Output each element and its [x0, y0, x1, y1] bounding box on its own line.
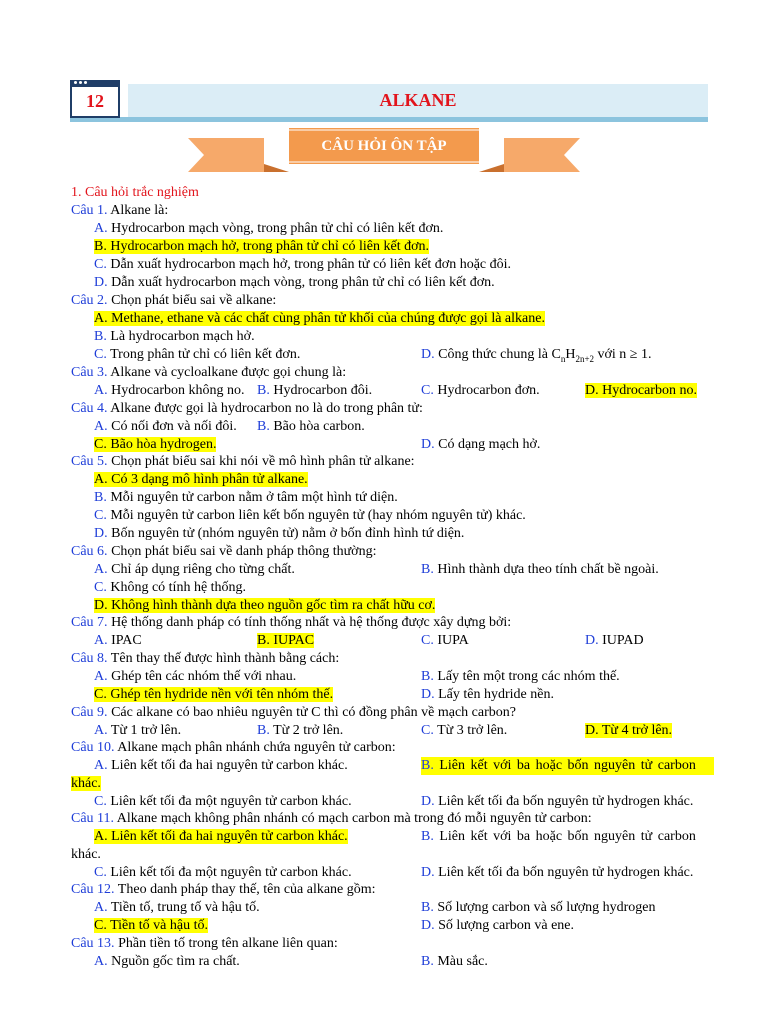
option-label: D. [421, 347, 435, 362]
question-number: Câu 10. [71, 740, 115, 755]
option-c [94, 579, 246, 597]
option-a [94, 722, 181, 740]
option-text-correct: D. Hydrocarbon no. [585, 383, 697, 398]
option-a [94, 828, 348, 846]
option-b [257, 382, 372, 400]
question-stem: Alkane là: [107, 203, 169, 218]
option-d [421, 864, 693, 882]
option-text-correct: D. Không hình thành dựa theo nguồn gốc tìm ra chất hữu cơ. [94, 598, 436, 613]
option-a [94, 310, 545, 328]
option-label: A. [94, 758, 108, 773]
option-d [421, 346, 652, 364]
option-label: B. [421, 562, 434, 577]
grade-box [70, 80, 120, 118]
option-a [94, 953, 240, 971]
option-c [421, 632, 469, 650]
option-b [94, 489, 398, 507]
question-5 [71, 453, 415, 471]
option-a [94, 632, 142, 650]
option-label: B. [257, 383, 270, 398]
question-number: Câu 13. [71, 936, 115, 951]
option-c [94, 346, 300, 364]
question-stem: Alkane mạch phân nhánh chứa nguyên tử carbon: [114, 740, 396, 755]
option-text-correct: C. Bão hòa hydrogen. [94, 437, 217, 452]
option-text: Hình thành dựa theo tính chất bề ngoài. [433, 562, 659, 577]
option-d [585, 382, 697, 400]
option-text-correct: C. Ghép tên hydride nền với tên nhóm thế. [94, 687, 334, 702]
option-label: D. [421, 437, 435, 452]
question-number: Câu 12. [71, 882, 115, 897]
option-label: A. [94, 954, 108, 969]
option-text: Mỗi nguyên tử carbon liên kết bốn nguyên tử (hay nhóm nguyên tử) khác. [106, 508, 526, 523]
option-d [585, 722, 672, 740]
option-text: Liên kết với ba hoặc bốn nguyên tử carbon [433, 829, 696, 844]
option-c [94, 864, 352, 882]
question-stem: Phần tiền tố trong tên alkane liên quan: [114, 936, 338, 951]
option-text-correct: A. Liên kết tối đa hai nguyên tử carbon khác. [94, 829, 348, 844]
option-text: khác. [71, 847, 101, 862]
question-6 [71, 543, 376, 561]
option-text: Không có tính hệ thống. [106, 580, 247, 595]
option-text: Hydrocarbon đơn. [433, 383, 540, 398]
option-c [94, 686, 333, 704]
question-12 [71, 881, 376, 899]
option-label: D. [94, 275, 108, 290]
option-d [421, 793, 693, 811]
question-number: Câu 9. [71, 705, 108, 720]
option-label: B. [421, 900, 434, 915]
option-text: Hydrocarbon mạch vòng, trong phân tử chỉ có liên kết đơn. [107, 221, 444, 236]
option-b [421, 828, 714, 846]
question-1 [71, 202, 168, 220]
option-a [94, 757, 348, 775]
option-text: Lấy tên một trong các nhóm thế. [433, 669, 620, 684]
option-label: B. [257, 723, 270, 738]
option-text-correct: C. Tiền tố và hậu tố. [94, 918, 208, 933]
grade-number: 12 [86, 91, 104, 111]
question-number: Câu 8. [71, 651, 108, 666]
option-text: Công thức chung là $C_nH_{2n+2}$ với n ≥ 1. [434, 347, 652, 364]
option-text: Ghép tên các nhóm thế với nhau. [107, 669, 297, 684]
option-b-continued [71, 775, 101, 793]
question-number: Câu 6. [71, 544, 108, 559]
option-a [94, 382, 245, 400]
question-number: Câu 7. [71, 615, 108, 630]
option-text: Hydrocarbon đôi. [269, 383, 373, 398]
option-text: IPAC [107, 633, 142, 648]
option-label: C. [94, 580, 107, 595]
option-b [94, 238, 429, 256]
question-stem: Tên thay thế được hình thành bằng cách: [107, 651, 340, 666]
option-c [94, 256, 511, 274]
option-text: Tiền tố, trung tố và hậu tố. [107, 900, 260, 915]
page-title: ALKANE [379, 90, 457, 110]
window-dot-icon [84, 81, 87, 84]
option-text: Màu sắc. [433, 954, 488, 969]
option-label: B. [257, 419, 270, 434]
option-text: Có nối đơn và nối đôi. [107, 419, 237, 434]
option-a [94, 561, 295, 579]
option-label: C. [421, 633, 434, 648]
option-label: B. [94, 329, 107, 344]
option-b [257, 418, 365, 436]
option-label: C. [421, 723, 434, 738]
question-11 [71, 810, 592, 828]
option-label: A. [94, 900, 108, 915]
option-text-correct: B. Hydrocarbon mạch hở, trong phân tử chỉ có liên kết đơn. [94, 239, 429, 254]
question-13 [71, 935, 338, 953]
question-stem: Hệ thống danh pháp có tính thống nhất và hệ thống được xây dựng bởi: [107, 615, 512, 630]
option-a [94, 471, 308, 489]
option-b-continued [71, 846, 101, 864]
option-text: Trong phân tử chỉ có liên kết đơn. [106, 347, 301, 362]
option-b [257, 722, 343, 740]
option-text: Dẫn xuất hydrocarbon mạch vòng, trong phân tử chỉ có liên kết đơn. [107, 275, 495, 290]
option-c [94, 917, 208, 935]
option-text: Mỗi nguyên tử carbon nằm ở tâm một hình tứ diện. [106, 490, 398, 505]
question-10 [71, 739, 396, 757]
option-label: A. [94, 383, 108, 398]
option-text-correct: A. Có 3 dạng mô hình phân tử alkane. [94, 472, 308, 487]
question-stem: Alkane được gọi là hydrocarbon no là do trong phân tử: [107, 401, 423, 416]
option-text: Liên kết tối đa bốn nguyên tử hydrogen khác. [434, 794, 694, 809]
window-dot-icon [74, 81, 77, 84]
option-text: Bão hòa carbon. [269, 419, 365, 434]
option-label: C. [94, 865, 107, 880]
option-text: Từ 1 trở lên. [107, 723, 182, 738]
option-text: Liên kết tối đa một nguyên tử carbon khác. [106, 794, 352, 809]
question-stem: Alkane và cycloalkane được gọi chung là: [107, 365, 347, 380]
option-text: Liên kết tối đa hai nguyên tử carbon khác. [107, 758, 348, 773]
option-c [94, 793, 352, 811]
option-label: B. [421, 758, 434, 773]
option-text-correct: Liên kết với ba hoặc bốn nguyên tử carbon [433, 758, 696, 773]
option-label: B. [421, 829, 434, 844]
option-text: Liên kết tối đa một nguyên tử carbon khác. [106, 865, 352, 880]
option-b [257, 632, 314, 650]
question-8 [71, 650, 339, 668]
option-text-correct: khác. [71, 776, 101, 791]
option-d [94, 525, 464, 543]
option-text: Từ 2 trở lên. [269, 723, 344, 738]
option-label: A. [94, 669, 108, 684]
option-text: Hydrocarbon không no. [107, 383, 245, 398]
option-text: IUPAD [598, 633, 644, 648]
option-label: D. [421, 687, 435, 702]
question-stem: Chọn phát biểu sai về danh pháp thông thường: [107, 544, 377, 559]
question-7 [71, 614, 511, 632]
option-a [94, 220, 443, 238]
option-text: Nguồn gốc tìm ra chất. [107, 954, 240, 969]
option-c [94, 436, 216, 454]
question-stem: Alkane mạch không phân nhánh có mạch carbon mà trong đó mỗi nguyên tử carbon: [114, 811, 592, 826]
option-d [421, 686, 554, 704]
option-a [94, 668, 296, 686]
option-label: B. [94, 490, 107, 505]
option-d [94, 597, 435, 615]
section-title: 1. Câu hỏi trắc nghiệm [71, 185, 199, 200]
question-9 [71, 704, 516, 722]
question-4 [71, 400, 423, 418]
window-dot-icon [79, 81, 82, 84]
option-c [421, 382, 540, 400]
option-label: D. [94, 526, 108, 541]
option-label: D. [421, 918, 435, 933]
option-text: Số lượng carbon và ene. [434, 918, 575, 933]
option-d [94, 274, 495, 292]
banner-title: CÂU HỎI ÔN TẬP [321, 138, 447, 154]
option-label: C. [94, 508, 107, 523]
option-d [421, 436, 540, 454]
option-label: D. [421, 865, 435, 880]
question-stem: Chọn phát biểu sai khi nói về mô hình phân tử alkane: [107, 454, 415, 469]
option-text: Lấy tên hydride nền. [434, 687, 554, 702]
option-text: Có dạng mạch hở. [434, 437, 541, 452]
option-label: D. [585, 633, 599, 648]
option-c [421, 722, 507, 740]
option-label: B. [421, 954, 434, 969]
option-b [421, 757, 714, 775]
option-text: Dẫn xuất hydrocarbon mạch hở, trong phân tử có liên kết đơn hoặc đôi. [106, 257, 512, 272]
option-label: A. [94, 562, 108, 577]
option-text-correct: D. Từ 4 trở lên. [585, 723, 673, 738]
option-b [421, 953, 488, 971]
question-number: Câu 5. [71, 454, 108, 469]
question-stem: Các alkane có bao nhiêu nguyên tử C thì có đồng phân về mạch carbon? [107, 705, 516, 720]
question-number: Câu 3. [71, 365, 108, 380]
option-label: C. [94, 347, 107, 362]
question-number: Câu 1. [71, 203, 108, 218]
question-stem: Theo danh pháp thay thế, tên của alkane gồm: [114, 882, 376, 897]
option-text: Bốn nguyên tử (nhóm nguyên tử) nằm ở bốn đỉnh hình tứ diện. [107, 526, 465, 541]
question-number: Câu 11. [71, 811, 115, 826]
option-label: C. [94, 257, 107, 272]
grade-box-topbar [70, 80, 120, 87]
option-b [94, 328, 255, 346]
question-stem: Chọn phát biểu sai về alkane: [107, 293, 277, 308]
option-text: IUPA [433, 633, 469, 648]
option-d [421, 917, 574, 935]
option-label: C. [94, 794, 107, 809]
option-label: D. [421, 794, 435, 809]
question-2 [71, 292, 276, 310]
option-text-correct: B. IUPAC [257, 633, 315, 648]
option-a [94, 899, 260, 917]
option-text-correct: A. Methane, ethane và các chất cùng phân tử khối của chúng được gọi là alkane. [94, 311, 545, 326]
option-text: Số lượng carbon và số lượng hydrogen [433, 900, 656, 915]
header-underline [70, 117, 708, 122]
option-text: Là hydrocarbon mạch hở. [106, 329, 255, 344]
option-d [585, 632, 644, 650]
option-text: Liên kết tối đa bốn nguyên tử hydrogen khác. [434, 865, 694, 880]
option-c [94, 507, 526, 525]
option-label: A. [94, 633, 108, 648]
option-label: B. [421, 669, 434, 684]
option-a [94, 418, 237, 436]
option-text: Từ 3 trở lên. [433, 723, 508, 738]
option-b [421, 899, 656, 917]
option-label: A. [94, 221, 108, 236]
option-text: Chỉ áp dụng riêng cho từng chất. [107, 562, 295, 577]
option-label: A. [94, 419, 108, 434]
question-3 [71, 364, 346, 382]
option-label: A. [94, 723, 108, 738]
question-number: Câu 4. [71, 401, 108, 416]
option-b [421, 668, 620, 686]
question-number: Câu 2. [71, 293, 108, 308]
option-label: C. [421, 383, 434, 398]
option-b [421, 561, 659, 579]
